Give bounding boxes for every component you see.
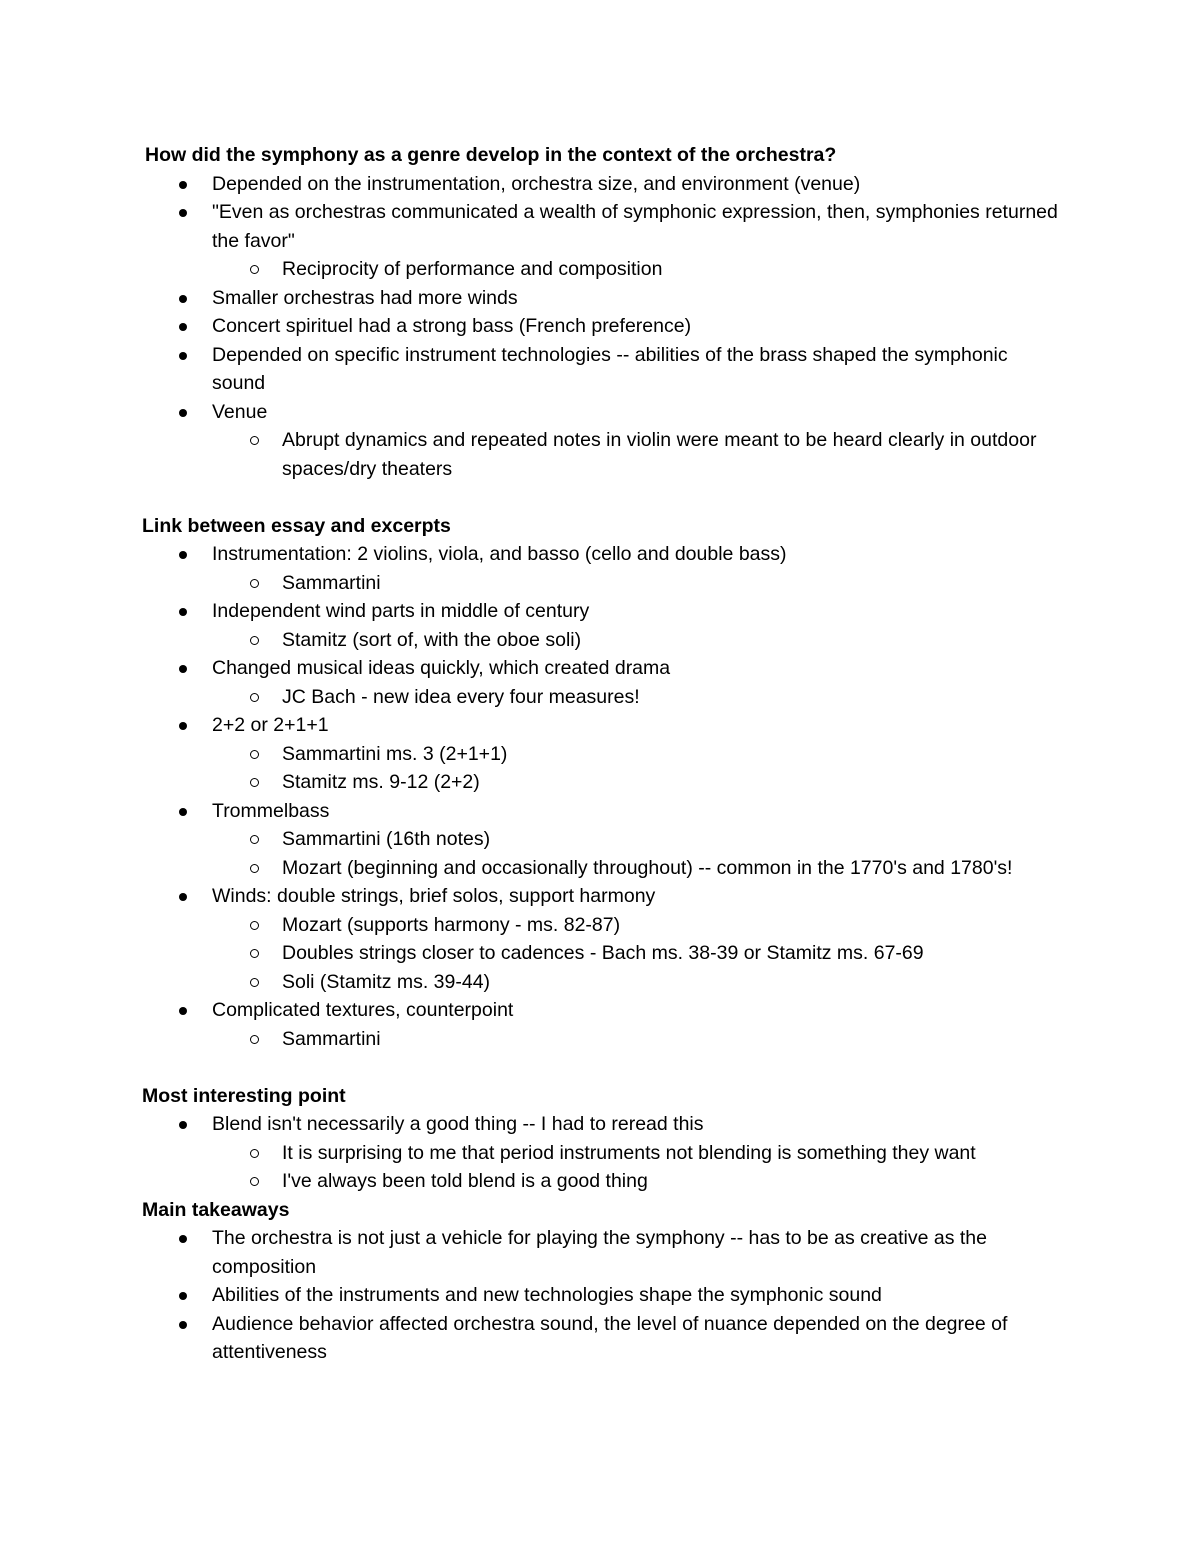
list-item — [142, 1310, 1062, 1367]
list-item — [142, 597, 1062, 654]
list-item-text: Depended on the instrumentation, orchestra size, and environment (venue) — [212, 172, 861, 195]
section-essay-excerpts-link — [142, 512, 1062, 1054]
sub-list-item-text: Mozart (beginning and occasionally throughout) -- common in the 1770's and 1780's! — [282, 856, 1013, 879]
sub-bullet-list — [212, 1139, 1062, 1196]
filled-bullet-icon — [179, 295, 187, 303]
filled-bullet-icon — [179, 893, 187, 901]
hollow-bullet-icon — [250, 750, 259, 759]
document-body — [142, 141, 1062, 1367]
list-item — [142, 711, 1062, 797]
list-item-text: Complicated textures, counterpoint — [212, 999, 514, 1021]
list-item-text: 2+2 or 2+1+1 — [212, 714, 329, 736]
hollow-bullet-icon — [250, 436, 259, 445]
sub-list-item — [212, 1167, 1062, 1196]
sub-list-item — [212, 854, 1062, 883]
list-item-text: Depended on specific instrument technologies -- abilities of the brass shaped the symphonic sound — [212, 343, 1008, 394]
sub-bullet-list — [212, 426, 1062, 483]
sub-list-item — [212, 768, 1062, 797]
list-item — [142, 170, 1062, 199]
sub-list-item — [212, 1025, 1062, 1054]
sub-list-item-text: Sammartini — [282, 571, 381, 594]
blank-line — [142, 483, 1062, 512]
hollow-bullet-icon — [250, 1177, 259, 1186]
sub-bullet-list — [212, 683, 1062, 712]
list-item-text: Trommelbass — [212, 799, 330, 822]
sub-list-item — [212, 626, 1062, 655]
list-item — [142, 398, 1062, 484]
list-item-text: Independent wind parts in middle of century — [212, 600, 590, 622]
hollow-bullet-icon — [250, 949, 259, 958]
sub-list-item-text: Soli (Stamitz ms. 39-44) — [282, 970, 491, 993]
sub-bullet-list — [212, 255, 1062, 284]
sub-list-item-text: Doubles strings closer to cadences - Bach ms. 38-39 or Stamitz ms. 67-69 — [282, 942, 924, 964]
filled-bullet-icon — [179, 1007, 187, 1015]
filled-bullet-icon — [179, 722, 187, 730]
hollow-bullet-icon — [250, 1035, 259, 1044]
section-heading: How did the symphony as a genre develop in the context of the orchestra? — [145, 144, 837, 166]
hollow-bullet-icon — [250, 778, 259, 787]
sub-list-item — [212, 426, 1062, 483]
sub-list-item-text: Sammartini — [282, 1027, 381, 1050]
filled-bullet-icon — [179, 1121, 187, 1129]
sub-list-item — [212, 683, 1062, 712]
sub-list-item-text: Sammartini (16th notes) — [282, 828, 491, 850]
sub-bullet-list — [212, 911, 1062, 997]
sub-list-item — [212, 939, 1062, 968]
section-heading: Link between essay and excerpts — [142, 514, 451, 537]
blank-line — [142, 1053, 1062, 1082]
filled-bullet-icon — [179, 209, 187, 217]
sub-list-item-text: Reciprocity of performance and composition — [282, 258, 663, 280]
section-heading: Most interesting point — [142, 1084, 346, 1107]
filled-bullet-icon — [179, 352, 187, 360]
list-item-text: Winds: double strings, brief solos, support harmony — [212, 885, 656, 907]
list-item-text: Blend isn't necessarily a good thing -- I had to reread this — [212, 1113, 704, 1135]
hollow-bullet-icon — [250, 1149, 259, 1158]
section-main-takeaways — [142, 1196, 1062, 1367]
filled-bullet-icon — [179, 181, 187, 189]
list-item-text: Abilities of the instruments and new technologies shape the symphonic sound — [212, 1284, 882, 1306]
sub-list-item — [212, 569, 1062, 598]
sub-bullet-list — [212, 1025, 1062, 1054]
hollow-bullet-icon — [250, 693, 259, 702]
list-item — [142, 1281, 1062, 1310]
section-most-interesting-point — [142, 1082, 1062, 1196]
sub-list-item — [212, 911, 1062, 940]
section-symphony-development — [142, 141, 1062, 483]
sub-list-item — [212, 968, 1062, 997]
list-item-text: The orchestra is not just a vehicle for playing the symphony -- has to be as creative as the composition — [212, 1227, 987, 1278]
sub-list-item-text: JC Bach - new idea every four measures! — [282, 685, 640, 708]
section-heading: Main takeaways — [142, 1198, 290, 1221]
list-item-text: Smaller orchestras had more winds — [212, 286, 518, 309]
list-item-text: Audience behavior affected orchestra sound, the level of nuance depended on the degree of attentiveness — [212, 1312, 1008, 1363]
bullet-list — [142, 1110, 1062, 1196]
hollow-bullet-icon — [250, 978, 259, 987]
sub-bullet-list — [212, 825, 1062, 882]
sub-list-item-text: Mozart (supports harmony - ms. 82-87) — [282, 913, 621, 936]
sub-bullet-list — [212, 569, 1062, 598]
hollow-bullet-icon — [250, 579, 259, 588]
sub-list-item — [212, 1139, 1062, 1168]
list-item — [142, 797, 1062, 883]
list-item-text: Instrumentation: 2 violins, viola, and basso (cello and double bass) — [212, 543, 787, 565]
sub-list-item-text: Abrupt dynamics and repeated notes in violin were meant to be heard clearly in outdoor spaces/dry theaters — [282, 429, 1037, 480]
filled-bullet-icon — [179, 608, 187, 616]
filled-bullet-icon — [179, 551, 187, 559]
filled-bullet-icon — [179, 1292, 187, 1300]
bullet-list — [142, 170, 1062, 484]
list-item-text: Venue — [212, 400, 268, 423]
hollow-bullet-icon — [250, 835, 259, 844]
filled-bullet-icon — [179, 323, 187, 331]
filled-bullet-icon — [179, 1235, 187, 1243]
hollow-bullet-icon — [250, 921, 259, 930]
hollow-bullet-icon — [250, 636, 259, 645]
sub-list-item-text: I've always been told blend is a good thing — [282, 1170, 648, 1192]
sub-list-item — [212, 740, 1062, 769]
sub-list-item-text: Stamitz ms. 9-12 (2+2) — [282, 771, 480, 793]
sub-list-item-text: It is surprising to me that period instruments not blending is something they want — [282, 1141, 976, 1164]
list-item — [142, 198, 1062, 284]
sub-bullet-list — [212, 740, 1062, 797]
sub-bullet-list — [212, 626, 1062, 655]
sub-list-item — [212, 825, 1062, 854]
bullet-list — [142, 540, 1062, 1053]
filled-bullet-icon — [179, 1321, 187, 1329]
list-item — [142, 654, 1062, 711]
list-item — [142, 882, 1062, 996]
filled-bullet-icon — [179, 665, 187, 673]
hollow-bullet-icon — [250, 265, 259, 274]
hollow-bullet-icon — [250, 864, 259, 873]
list-item — [142, 1110, 1062, 1196]
list-item — [142, 996, 1062, 1053]
sub-list-item — [212, 255, 1062, 284]
filled-bullet-icon — [179, 409, 187, 417]
list-item — [142, 341, 1062, 398]
filled-bullet-icon — [179, 808, 187, 816]
bullet-list — [142, 1224, 1062, 1367]
list-item-text: Changed musical ideas quickly, which created drama — [212, 657, 671, 679]
list-item-text: Concert spirituel had a strong bass (French preference) — [212, 315, 692, 337]
list-item-text: "Even as orchestras communicated a wealth of symphonic expression, then, symphonies returned the favor" — [212, 201, 1058, 252]
list-item — [142, 284, 1062, 313]
list-item — [142, 1224, 1062, 1281]
list-item — [142, 312, 1062, 341]
list-item — [142, 540, 1062, 597]
sub-list-item-text: Sammartini ms. 3 (2+1+1) — [282, 742, 508, 765]
sub-list-item-text: Stamitz (sort of, with the oboe soli) — [282, 628, 582, 651]
